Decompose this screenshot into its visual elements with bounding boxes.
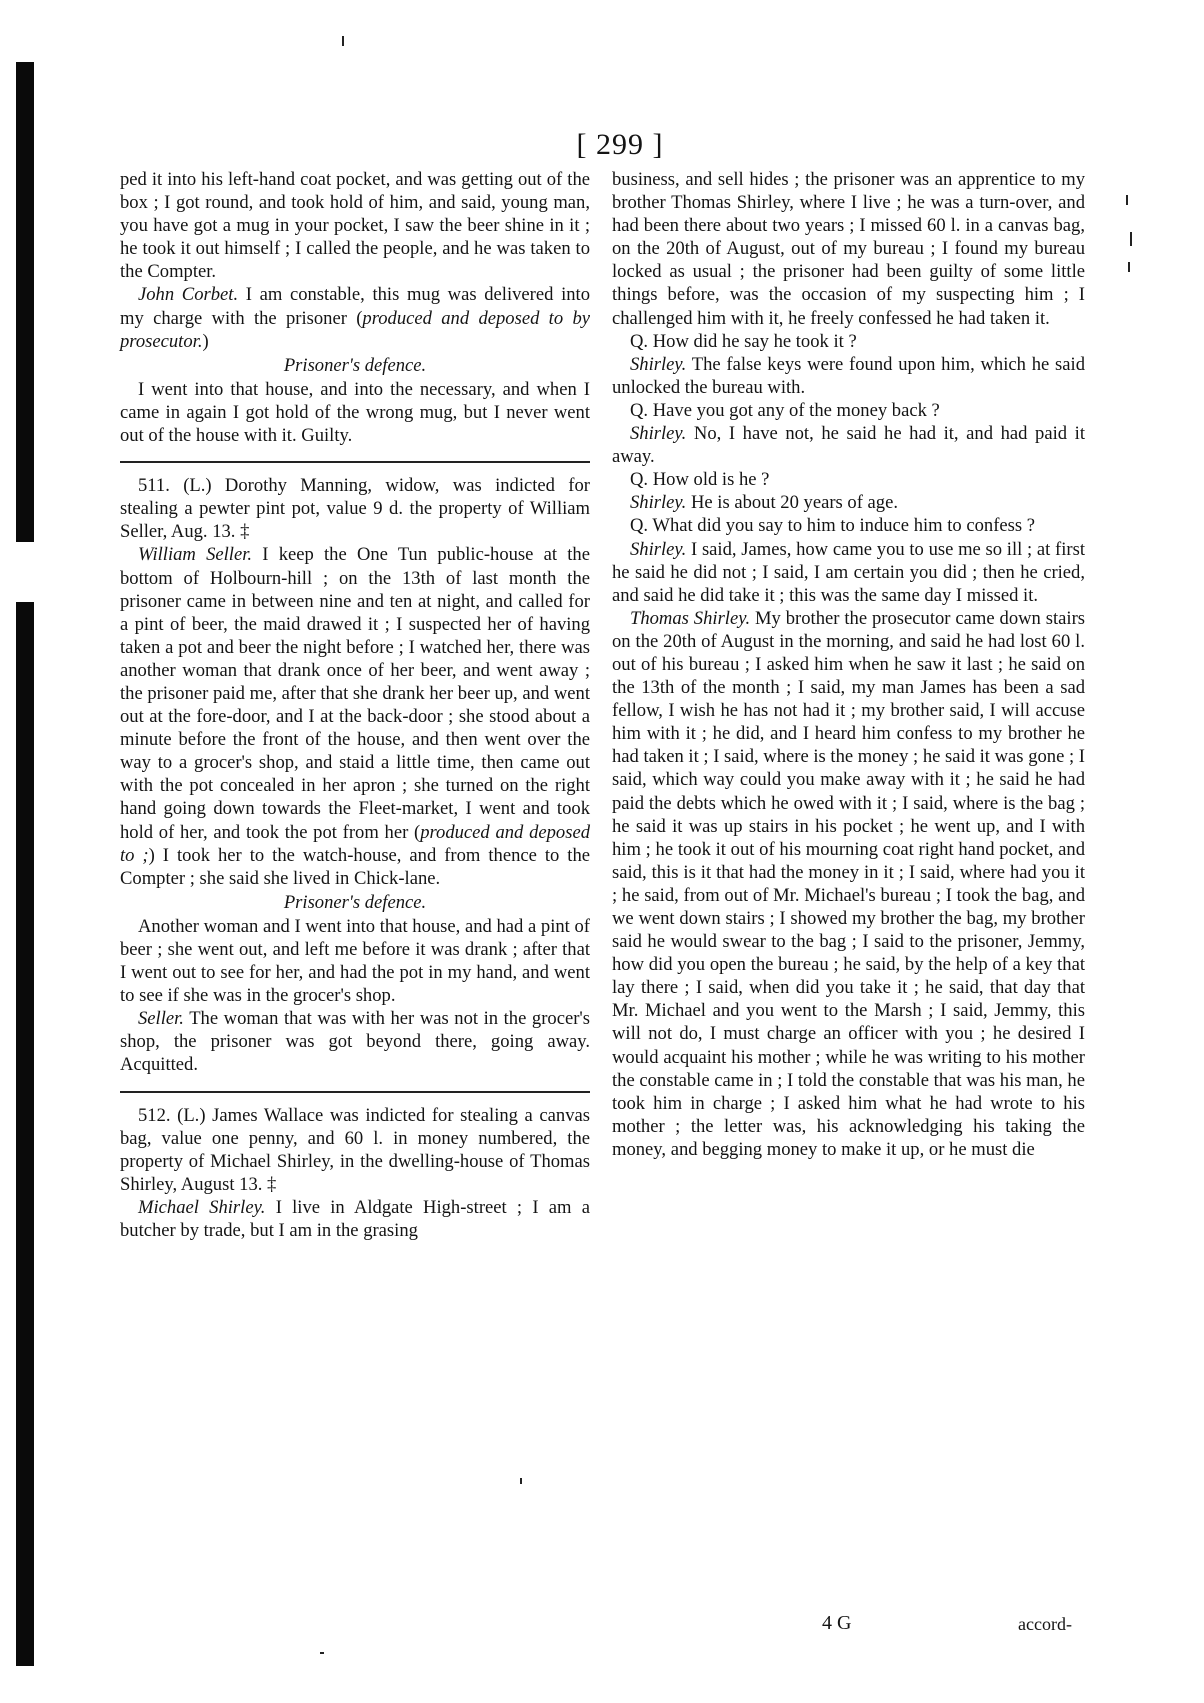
- italic-note: produced and deposed to by prosecutor.: [120, 307, 590, 352]
- paragraph: [120, 1007, 590, 1076]
- scan-speck: [1126, 195, 1128, 205]
- paragraph: [612, 491, 1085, 514]
- paragraph-text: I keep the One Tun public-house at the bottom of Holbourn-hill ; on the 13th of last month the prisoner came in between nine and ten at night, and called for a pint of beer, the maid drawed it ; I suspected her of having taken a pot and beer the night before ; I watched her, there was another woman that drank once of her beer, and went away ; the prisoner paid me, after that she drank her beer up, and went out at the fore-door, and I at the back-door ; she stood about a minute before the front of the house, and then went over the way to a grocer's shop, and staid a little time, then came out with the pot concealed in her apron ; she turned on the right hand going down towards the Fleet-market, I went and took hold of her, and took the pot from her (: [120, 544, 590, 843]
- left-column: [120, 168, 590, 1242]
- paragraph-tail: ) I took her to the watch-house, and from thence to the Compter ; she said she lived in Chick-lane.: [120, 844, 591, 889]
- section-rule: [120, 1091, 590, 1093]
- paragraph-text: Another woman and I went into that house, and had a pint of beer ; she went out, and left me before it was drank ; after that I went out to see for her, and had the pot in my hand, and went to see if she was in the grocer's shop.: [120, 915, 590, 1007]
- paragraph: [120, 168, 590, 283]
- italic-note: produced and deposed to ;: [120, 821, 590, 866]
- paragraph: [612, 514, 1085, 537]
- paragraph: [612, 468, 1085, 491]
- paragraph-text: Q. How old is he ?: [630, 469, 770, 491]
- paragraph: [120, 283, 590, 352]
- paragraph-text: 512. (L.) James Wallace was indicted for stealing a canvas bag, value one penny, and 60 l. in money numbered, the property of Michael Shirley, in the dwelling-house of Thomas Shirley, August 13. ‡: [120, 1104, 590, 1195]
- paragraph-text: Q. Have you got any of the money back ?: [630, 399, 940, 421]
- signature-mark: 4 G: [822, 1612, 852, 1634]
- paragraph-text: I am constable, this mug was delivered into my charge with the prisoner (: [120, 284, 590, 329]
- paragraph-text: The false keys were found upon him, which he said unlocked the bureau with.: [612, 353, 1085, 398]
- paragraph-text: The woman that was with her was not in the grocer's shop, the prisoner was got beyond there, going away. Acquitted.: [120, 1008, 590, 1076]
- paragraph: [120, 1104, 590, 1196]
- paragraph-text: He is about 20 years of age.: [686, 492, 898, 514]
- scan-speck: [1130, 232, 1132, 246]
- right-column: [612, 168, 1085, 1161]
- speaker-name: Michael Shirley.: [138, 1196, 266, 1218]
- scan-speck: [520, 1478, 522, 1484]
- speaker-name: Shirley.: [630, 353, 687, 375]
- paragraph-text: I said, James, how came you to use me so ill ; at first he said he did not ; I said, I am certain you did ; then he cried, and said he did take it ; this was the same day I missed it.: [612, 538, 1085, 606]
- paragraph-text: 511. (L.) Dorothy Manning, widow, was indicted for stealing a pewter pint pot, value 9 d. the property of William Seller, Aug. 13. ‡: [120, 475, 590, 543]
- scan-edge-gap: [16, 542, 34, 602]
- paragraph-text: Q. How did he say he took it ?: [630, 330, 857, 352]
- section-rule: [120, 461, 590, 463]
- scan-speck: [1128, 262, 1130, 272]
- scan-speck: [320, 1652, 324, 1654]
- speaker-name: Shirley.: [630, 423, 687, 445]
- paragraph-text: ped it into his left-hand coat pocket, and was getting out of the box ; I got round, and took hold of him, and said, young man, you have got a mug in your pocket, I saw the beer shine in it ; he took it out himself ; I called the people, and he was taken to the Compter.: [120, 169, 590, 283]
- paragraph: [612, 422, 1085, 468]
- page-number: [ 299 ]: [576, 128, 664, 161]
- speaker-name: Seller.: [138, 1008, 184, 1030]
- speaker-name: William Seller.: [138, 544, 253, 566]
- speaker-name: Shirley.: [630, 538, 687, 560]
- paragraph: [120, 1196, 590, 1242]
- section-heading: Prisoner's defence.: [283, 354, 427, 376]
- paragraph-text: business, and sell hides ; the prisoner was an apprentice to my brother Thomas Shirley, where I live ; he was a turn-over, and had been there about two years ; I missed 60 l. in a canvas bag, on the 20th of August, out of my bureau ; I found my bureau locked as usual ; the prisoner had been guilty of some little things before, was the occasion of my suspecting him ; I challenged him with it, he freely confessed he had taken it.: [612, 169, 1085, 329]
- paragraph: [612, 399, 1085, 422]
- paragraph-text: Q. What did you say to him to induce him to confess ?: [630, 515, 1036, 537]
- catchword: accord-: [1018, 1614, 1072, 1634]
- paragraph: [120, 543, 590, 889]
- paragraph-text: I went into that house, and into the necessary, and when I came in again I got hold of the wrong mug, but I never went out of the house with it. Guilty.: [120, 378, 590, 447]
- paragraph: [612, 538, 1085, 607]
- speaker-name: Thomas Shirley.: [630, 607, 751, 629]
- paragraph-text: No, I have not, he said he had it, and had paid it away.: [612, 423, 1085, 468]
- speaker-name: Shirley.: [630, 492, 687, 514]
- scan-edge-bar: [16, 62, 34, 1666]
- paragraph: [612, 330, 1085, 353]
- paragraph-text: I live in Aldgate High-street ; I am a butcher by trade, but I am in the grasing: [120, 1196, 590, 1242]
- section-heading: Prisoner's defence.: [283, 891, 427, 913]
- scan-speck: [342, 36, 344, 46]
- speaker-name: John Corbet.: [138, 284, 239, 306]
- paragraph-text: My brother the prosecutor came down stairs on the 20th of August in the morning, and said he had lost 60 l. out of his bureau ; I asked him when he saw it last ; he said on the 13th of the month ; I said, my man James has been a sad fellow, I wish he has not had it ; my brother said, I will accuse him with it ; he did, and I heard him confess to my brother he had taken it ; I said, where is the money ; he said it was gone ; I said, which way could you make away with it ; he said he had paid the debts which he owed with it ; I said, where is the bag ; he said it was up stairs in his pocket ; he went up, and I with him ; he took it out of his mourning coat right hand pocket, and said, this is it that had the money in it ; I said, where had you it ; he said, from out of Mr. Michael's bureau ; I took the bag, and we went down stairs ; I showed my brother the bag, my brother said he would swear to the bag ; I said to the prisoner, Jemmy, how did you open the bureau ; he said, by the help of a key that lay there ; I said, when did you take it ; he said, that day that Mr. Michael and you went to the Marsh ; I said, Jemmy, this will not do, I must charge an officer with you ; he desired I would acquaint his mother ; while he was writing to his mother the constable came in ; I told the constable that was his man, he took him in charge ; I asked him what he had wrote to his mother ; the letter was, his acknowledging his taking the money, and begging money to make it up, or he must die: [612, 607, 1085, 1160]
- paragraph-tail: ): [202, 330, 209, 352]
- paragraph: [120, 474, 590, 543]
- paragraph: [612, 353, 1085, 399]
- paragraph: [120, 378, 590, 447]
- paragraph: [612, 607, 1085, 1161]
- paragraph: [120, 915, 590, 1007]
- paragraph: [612, 168, 1085, 330]
